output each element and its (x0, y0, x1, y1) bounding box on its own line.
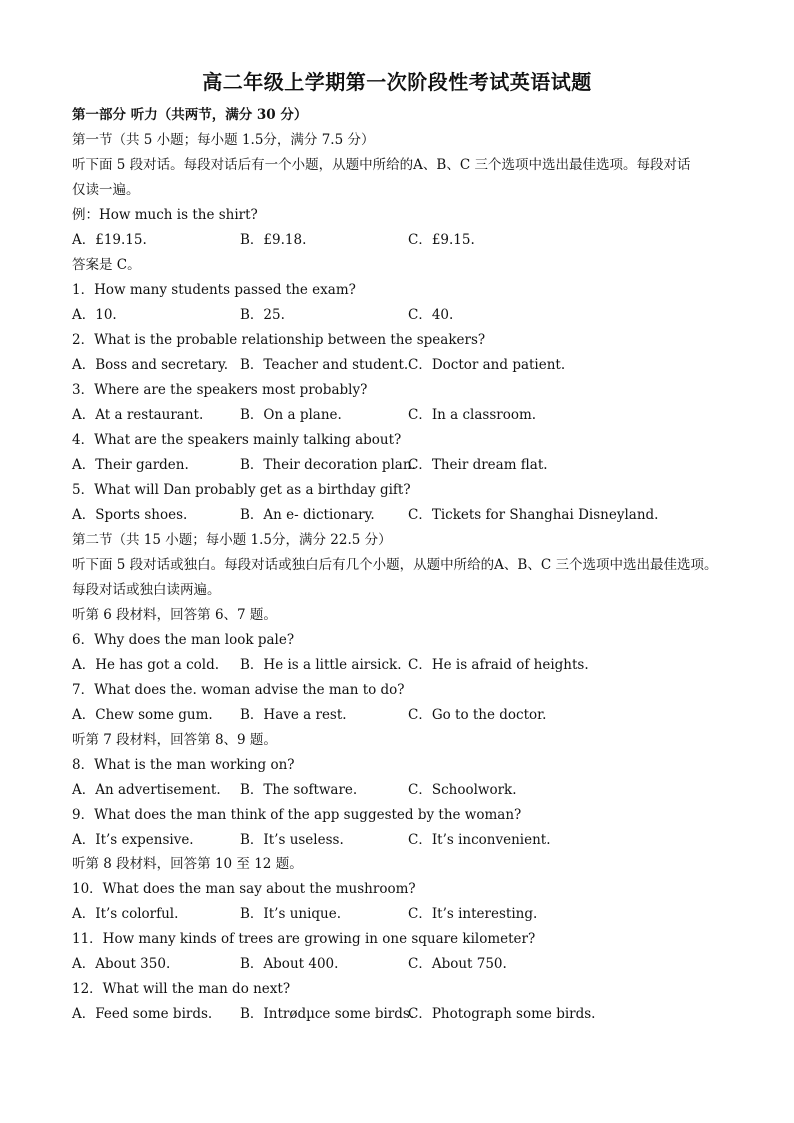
q6-option-a: A．He has got a cold. (72, 657, 220, 673)
q12-option-b: B．Intrødµce some birds. (240, 1006, 415, 1022)
q2-option-c: C．Doctor and patient. (408, 357, 566, 373)
material-8-note: 听第 8 段材料，回答第 10 至 12 题。 (72, 856, 303, 872)
q12-option-c: C．Photograph some birds. (408, 1006, 596, 1022)
q10-option-b: B．It’s unique. (240, 906, 342, 922)
question-3: 3．Where are the speakers most probably? (72, 382, 368, 398)
q10-option-c: C．It’s interesting. (408, 906, 538, 922)
q1-option-c: C．40. (408, 307, 454, 323)
q6-option-b: B．He is a little airsick. (240, 657, 402, 673)
q3-option-c: C．In a classroom. (408, 407, 537, 423)
question-1: 1．How many students passed the exam? (72, 282, 356, 298)
q5-option-b: B．An e- dictionary. (240, 507, 375, 523)
question-12: 12．What will the man do next? (72, 981, 291, 997)
q7-option-a: A．Chew some gum. (72, 707, 213, 723)
example-option-a: A．£19.15. (72, 232, 147, 248)
example-option-c: C．£9.15. (408, 232, 475, 248)
q1-option-a: A．10. (72, 307, 117, 323)
q9-option-b: B．It’s useless. (240, 832, 344, 848)
example-option-b: B．£9.18. (240, 232, 307, 248)
material-6-note: 听第 6 段材料，回答第 6、7 题。 (72, 607, 277, 623)
part1-heading: 第一部分 听力（共两节，满分 30 分） (72, 107, 308, 123)
q4-option-b: B．Their decoration plan. (240, 457, 416, 473)
question-8: 8．What is the man working on? (72, 757, 295, 773)
example-question: 例：How much is the shirt? (72, 207, 258, 223)
q4-option-c: C．Their dream flat. (408, 457, 548, 473)
question-2: 2．What is the probable relationship between the speakers? (72, 332, 486, 348)
q7-option-b: B．Have a rest. (240, 707, 347, 723)
page-title: 高二年级上学期第一次阶段性考试英语试题 (202, 70, 592, 94)
q7-option-c: C．Go to the doctor. (408, 707, 547, 723)
question-10: 10．What does the man say about the mushroom? (72, 881, 416, 897)
q9-option-c: C．It’s inconvenient. (408, 832, 551, 848)
question-11: 11．How many kinds of trees are growing in one square kilometer? (72, 931, 536, 947)
example-answer: 答案是 C。 (72, 257, 141, 273)
question-4: 4．What are the speakers mainly talking about? (72, 432, 402, 448)
q8-option-a: A．An advertisement. (72, 782, 221, 798)
question-7: 7．What does the. woman advise the man to do? (72, 682, 405, 698)
q10-option-a: A．It’s colorful. (72, 906, 179, 922)
q5-option-a: A．Sports shoes. (72, 507, 188, 523)
section1-instruction: 听下面 5 段对话。每段对话后有一个小题，从题中所给的A、B、C 三个选项中选出最佳选项。每段对话 (72, 157, 691, 173)
q2-option-b: B．Teacher and student. (240, 357, 409, 373)
question-6: 6．Why does the man look pale? (72, 632, 295, 648)
q2-option-a: A．Boss and secretary. (72, 357, 229, 373)
q8-option-c: C．Schoolwork. (408, 782, 517, 798)
q6-option-c: C．He is afraid of heights. (408, 657, 589, 673)
q8-option-b: B．The software. (240, 782, 358, 798)
q4-option-a: A．Their garden. (72, 457, 189, 473)
section2-instruction-cont: 每段对话或独白读两遍。 (72, 582, 221, 598)
section2-instruction: 听下面 5 段对话或独白。每段对话或独白后有几个小题，从题中所给的A、B、C 三个选项中选出最佳选项。 (72, 557, 718, 573)
section2-heading: 第二节（共 15 小题；每小题 1.5分，满分 22.5 分） (72, 532, 392, 548)
q3-option-a: A．At a restaurant. (72, 407, 204, 423)
q1-option-b: B．25. (240, 307, 285, 323)
q11-option-a: A．About 350. (72, 956, 171, 972)
question-9: 9．What does the man think of the app suggested by the woman? (72, 807, 522, 823)
material-7-note: 听第 7 段材料，回答第 8、9 题。 (72, 732, 277, 748)
q11-option-b: B．About 400. (240, 956, 339, 972)
q11-option-c: C．About 750. (408, 956, 507, 972)
q3-option-b: B．On a plane. (240, 407, 342, 423)
q12-option-a: A．Feed some birds. (72, 1006, 213, 1022)
section1-heading: 第一节（共 5 小题；每小题 1.5分，满分 7.5 分） (72, 132, 375, 148)
question-5: 5．What will Dan probably get as a birthday gift? (72, 482, 411, 498)
q9-option-a: A．It’s expensive. (72, 832, 194, 848)
q5-option-c: C．Tickets for Shanghai Disneyland. (408, 507, 659, 523)
section1-instruction-cont: 仅读一遍。 (72, 182, 140, 198)
